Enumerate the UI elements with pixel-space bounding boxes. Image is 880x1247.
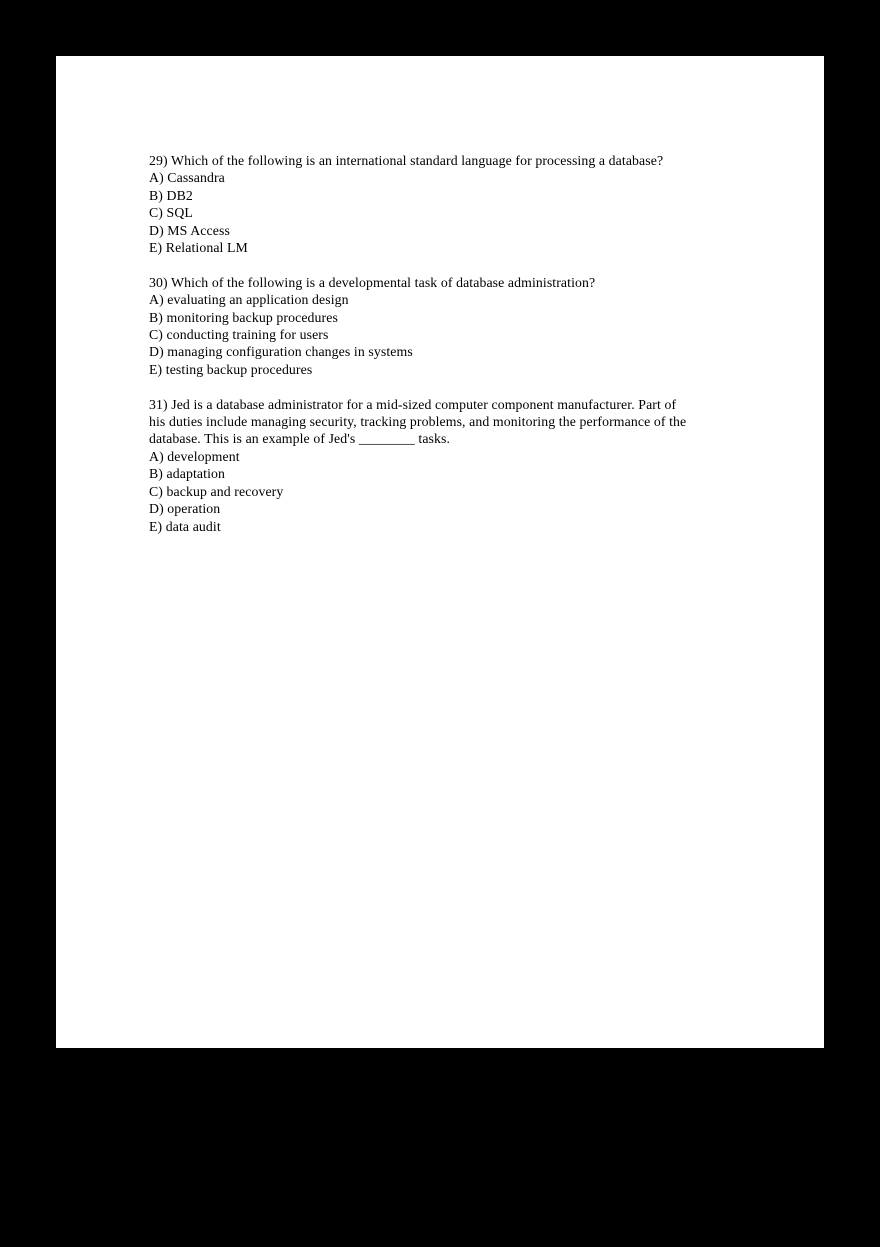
question-30-option-b: B) monitoring backup procedures <box>149 309 338 325</box>
document-page <box>56 56 824 1048</box>
question-31 <box>149 396 734 535</box>
question-31-option-e: E) data audit <box>149 518 221 534</box>
question-29-option-e: E) Relational LM <box>149 240 248 256</box>
question-29 <box>149 152 734 256</box>
question-30-option-d: D) managing configuration changes in systems <box>149 344 413 360</box>
question-31-option-d: D) operation <box>149 501 221 517</box>
question-30-option-e: E) testing backup procedures <box>149 361 313 377</box>
question-31-option-a: A) development <box>149 448 240 464</box>
question-29-stem: 29) Which of the following is an international standard language for processing a database? <box>149 153 664 168</box>
question-31-stem-line-1: 31) Jed is a database administrator for a mid-sized computer component manufacturer. Part of <box>149 396 677 412</box>
question-29-option-a: A) Cassandra <box>149 170 225 186</box>
question-31-option-c: C) backup and recovery <box>149 483 284 499</box>
question-30-option-a: A) evaluating an application design <box>149 292 349 308</box>
question-30-stem: 30) Which of the following is a developmental task of database administration? <box>149 274 596 290</box>
question-30 <box>149 274 734 378</box>
question-30-option-c: C) conducting training for users <box>149 327 329 343</box>
question-29-option-d: D) MS Access <box>149 222 230 238</box>
question-31-stem-line-3: database. This is an example of Jed's ________ tasks. <box>149 431 451 447</box>
question-31-stem-line-2: his duties include managing security, tracking problems, and monitoring the performance of the <box>149 414 687 430</box>
question-29-option-b: B) DB2 <box>149 187 193 203</box>
question-31-option-b: B) adaptation <box>149 466 226 482</box>
question-29-option-c: C) SQL <box>149 205 193 221</box>
